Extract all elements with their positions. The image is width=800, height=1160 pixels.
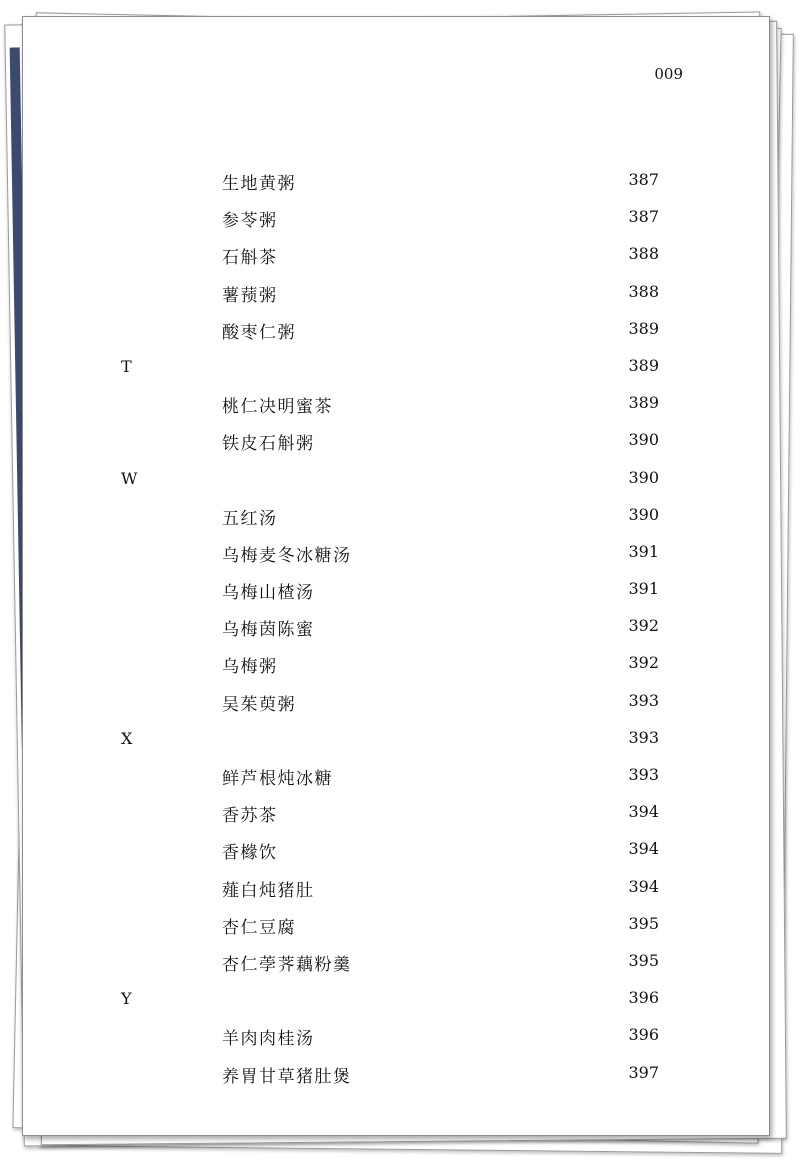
toc-entry-title: 薤白炖猪肚 [222, 880, 315, 901]
toc-section-letter: X [121, 728, 133, 748]
toc-entry-row [23, 834, 769, 871]
toc-entry-title: 石斛茶 [222, 248, 278, 269]
toc-page-number: 394 [628, 802, 659, 822]
toc-page-number: 393 [628, 690, 659, 710]
toc-entry-row [23, 239, 769, 276]
toc-entry-row [23, 648, 769, 685]
toc-page-number: 396 [628, 988, 659, 1008]
toc-entry-title: 桃仁决明蜜茶 [222, 397, 333, 418]
toc-page-number: 397 [628, 1062, 659, 1082]
toc-entry-row [23, 611, 769, 648]
toc-entry-title: 乌梅茵陈蜜 [222, 620, 315, 641]
toc-entry-title: 薯蓣粥 [222, 285, 278, 306]
toc-page-number: 392 [628, 653, 659, 673]
toc-entry-title: 乌梅麦冬冰糖汤 [222, 545, 352, 566]
toc-entry-row [23, 500, 769, 537]
toc-entry-row [23, 797, 769, 834]
toc-entry-title: 杏仁豆腐 [222, 917, 296, 938]
toc-page-number: 396 [628, 1025, 659, 1045]
toc-entry-row [23, 202, 769, 239]
toc-entry-title: 参苓粥 [222, 211, 278, 232]
toc-entry-row [23, 574, 769, 611]
toc-entry-row [23, 314, 769, 351]
toc-letter-row [23, 351, 769, 388]
toc-page-number: 394 [628, 839, 659, 859]
toc-letter-row [23, 983, 769, 1020]
toc-entry-title: 五红汤 [222, 508, 278, 529]
toc-page-number: 387 [628, 170, 659, 189]
toc-page-number: 389 [628, 393, 659, 413]
toc-entry-row [23, 1020, 769, 1057]
toc-section-letter: T [121, 356, 132, 376]
toc-page-number: 390 [628, 467, 659, 487]
toc-entry-title: 乌梅粥 [222, 657, 278, 678]
toc-entry-row [23, 686, 769, 723]
toc-entry-row [23, 760, 769, 797]
toc-page-number: 389 [628, 318, 659, 338]
toc-entry-title: 香苏茶 [222, 806, 278, 827]
toc-entry-row [23, 872, 769, 909]
toc-page-number: 388 [628, 244, 659, 264]
toc-section-letter: W [121, 468, 138, 488]
toc-entry-row [23, 909, 769, 946]
page-number: 009 [654, 65, 683, 83]
toc-entry-title: 酸枣仁粥 [222, 322, 296, 343]
table-of-contents [23, 165, 769, 1095]
toc-entry-row [23, 425, 769, 462]
toc-page-number: 390 [628, 430, 659, 450]
toc-entry-row [23, 537, 769, 574]
toc-entry-title: 鲜芦根炖冰糖 [222, 769, 333, 789]
toc-page-number: 395 [628, 950, 659, 970]
toc-entry-row [23, 1058, 769, 1095]
toc-page-number: 389 [628, 355, 659, 375]
toc-page-number: 395 [628, 913, 659, 933]
toc-page-number: 391 [628, 579, 659, 599]
document-page [22, 16, 770, 1136]
toc-entry-title: 羊肉肉桂汤 [222, 1029, 315, 1050]
toc-entry-title: 乌梅山楂汤 [222, 583, 315, 604]
toc-page-number: 391 [628, 541, 659, 561]
toc-entry-title: 香橼饮 [222, 843, 278, 864]
toc-entry-row [23, 388, 769, 425]
toc-letter-row [23, 723, 769, 760]
toc-page-number: 388 [628, 281, 659, 301]
toc-entry-title: 吴茱萸粥 [222, 694, 296, 715]
toc-entry-row [23, 277, 769, 314]
toc-entry-title: 杏仁荸荠藕粉羹 [222, 954, 352, 975]
toc-page-number: 393 [628, 765, 659, 784]
toc-page-number: 390 [628, 504, 659, 524]
toc-entry-row [23, 946, 769, 983]
toc-page-number: 394 [628, 876, 659, 896]
toc-entry-title: 铁皮石斛粥 [222, 434, 315, 455]
toc-page-number: 392 [628, 616, 659, 636]
toc-page-number: 387 [628, 207, 659, 227]
toc-entry-title: 养胃甘草猪肚煲 [222, 1066, 352, 1087]
toc-entry-title: 生地黄粥 [222, 174, 296, 194]
toc-letter-row [23, 463, 769, 500]
toc-page-number: 393 [628, 727, 659, 747]
toc-section-letter: Y [121, 989, 132, 1009]
toc-entry-row [23, 165, 769, 202]
